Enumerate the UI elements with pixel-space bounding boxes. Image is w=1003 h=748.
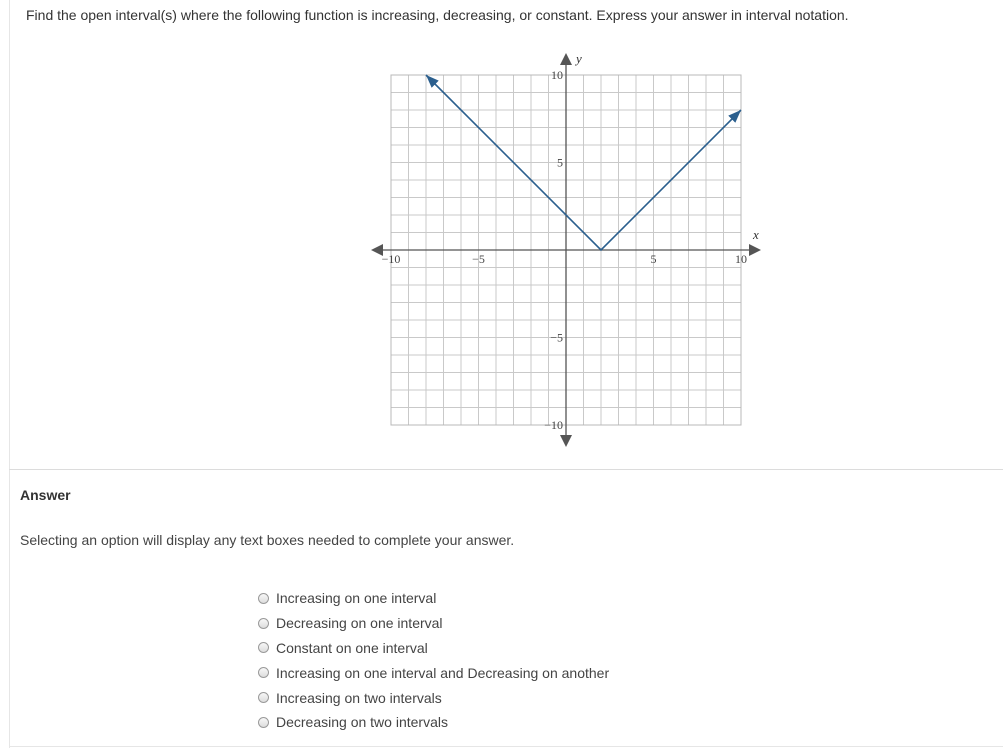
x-axis-arrow-right (749, 244, 761, 256)
x-axis-label: x (753, 227, 759, 242)
option-increasing-one[interactable] (258, 586, 609, 611)
option-constant-one[interactable] (258, 636, 609, 661)
option-label[interactable]: Decreasing on two intervals (276, 714, 448, 731)
y-axis-label: y (576, 51, 582, 66)
radio-button[interactable] (258, 667, 269, 678)
option-label[interactable]: Increasing on one interval (276, 590, 437, 607)
radio-button[interactable] (258, 642, 269, 653)
answer-options (258, 586, 609, 735)
question-text: Find the open interval(s) where the following function is increasing, decreasing, or constant. Express your answer in interval notation. (26, 7, 849, 23)
radio-button[interactable] (258, 618, 269, 629)
function-graph (360, 45, 780, 455)
y-tick-label: 10 (551, 68, 563, 82)
radio-button[interactable] (258, 692, 269, 703)
y-tick-label: 5 (557, 155, 563, 170)
option-label[interactable]: Constant on one interval (276, 639, 428, 656)
x-tick-label: −10 (381, 252, 401, 266)
x-tick-label: 5 (650, 252, 657, 266)
answer-heading: Answer (20, 487, 71, 503)
bottom-border (9, 746, 1003, 747)
option-label[interactable]: Increasing on one interval and Decreasing on another (276, 664, 610, 681)
option-decreasing-two[interactable] (258, 710, 609, 735)
y-axis-arrow-up (560, 53, 572, 65)
axes (371, 53, 761, 447)
option-label[interactable]: Increasing on two intervals (276, 689, 442, 706)
x-tick-label: −5 (472, 252, 485, 266)
option-increasing-two[interactable] (258, 685, 609, 710)
left-border (9, 0, 10, 748)
radio-button[interactable] (258, 593, 269, 604)
x-tick-label: 10 (735, 252, 747, 266)
section-divider (9, 469, 1003, 470)
y-axis-arrow-down (560, 435, 572, 447)
option-decreasing-one[interactable] (258, 611, 609, 636)
radio-button[interactable] (258, 717, 269, 728)
option-increasing-and-decreasing[interactable] (258, 660, 609, 685)
y-tick-label: −5 (550, 330, 563, 345)
y-tick-label: −10 (544, 418, 563, 432)
answer-instruction: Selecting an option will display any text boxes needed to complete your answer. (20, 532, 515, 548)
option-label[interactable]: Decreasing on one interval (276, 615, 443, 632)
